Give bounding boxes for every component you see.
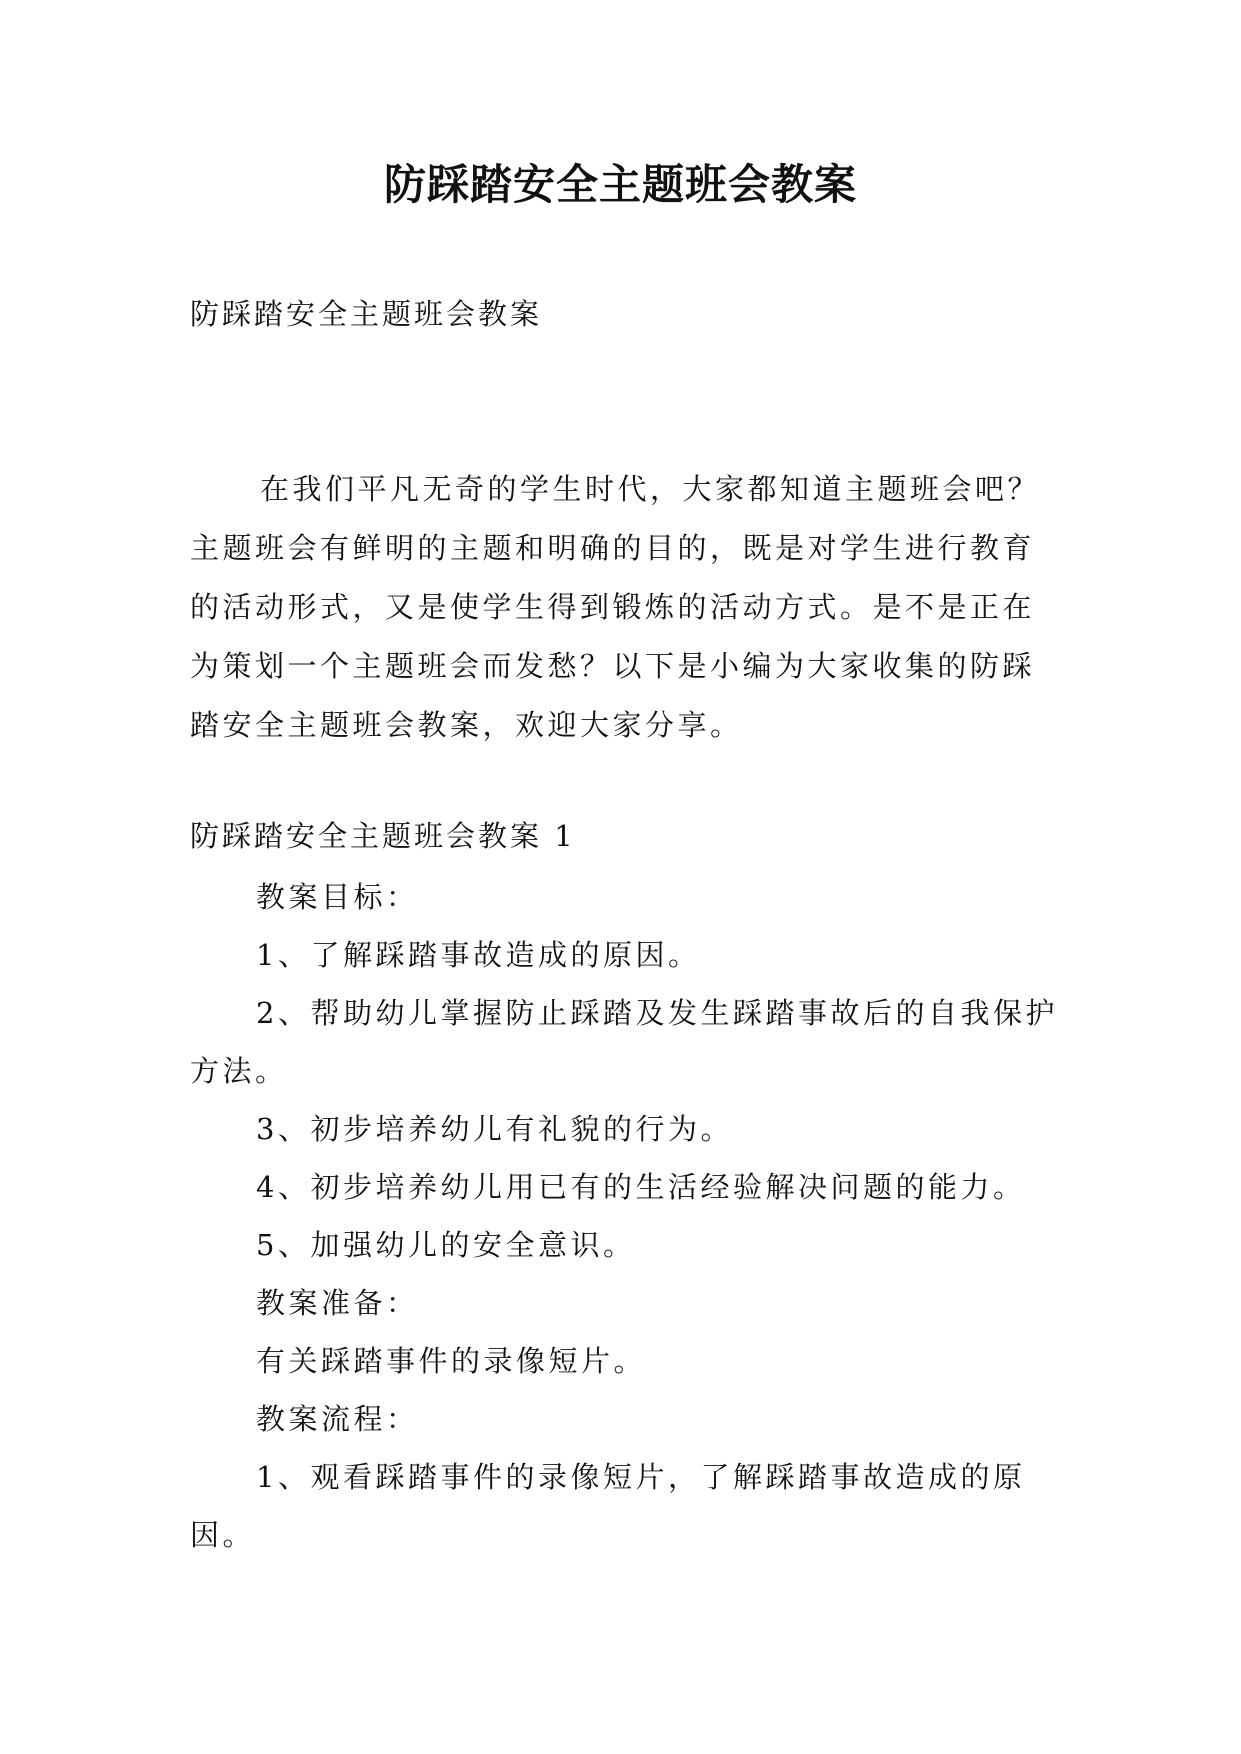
- intro-paragraph: 在我们平凡无奇的学生时代，大家都知道主题班会吧？主题班会有鲜明的主题和明确的目的，既是对学生进行教育的活动形式，又是使学生得到锻炼的活动方式。是不是正在为策划一个主题班会而发愁？以下是小编为大家收集的防踩踏安全主题班会教案，欢迎大家分享。: [190, 472, 1041, 742]
- body-line-objective-4: 4、初步培养幼儿用已有的生活经验解决问题的能力。: [256, 1170, 1026, 1204]
- body-line-objective-5: 5、加强幼儿的安全意识。: [256, 1228, 636, 1262]
- body-line-objective-1: 1、了解踩踏事故造成的原因。: [256, 938, 701, 972]
- body-line-objectives-heading: 教案目标：: [256, 880, 419, 914]
- lesson-plan-body: [190, 868, 1060, 1564]
- body-line-preparation-item: 有关踩踏事件的录像短片。: [256, 1344, 647, 1378]
- body-line-preparation-heading: 教案准备：: [256, 1286, 419, 1320]
- body-line-objective-3: 3、初步培养幼儿有礼貌的行为。: [256, 1112, 733, 1146]
- body-line-objective-2: 2、帮助幼儿掌握防止踩踏及发生踩踏事故后的自我保护方法。: [190, 996, 1058, 1088]
- document-subtitle: 防踩踏安全主题班会教案: [190, 297, 543, 331]
- body-line-process-heading: 教案流程：: [256, 1402, 419, 1436]
- document-title: 防踩踏安全主题班会教案: [383, 160, 857, 209]
- section-heading: 防踩踏安全主题班会教案 1: [190, 819, 576, 853]
- body-line-process-step-1: 1、观看踩踏事件的录像短片，了解踩踏事故造成的原因。: [190, 1460, 1026, 1552]
